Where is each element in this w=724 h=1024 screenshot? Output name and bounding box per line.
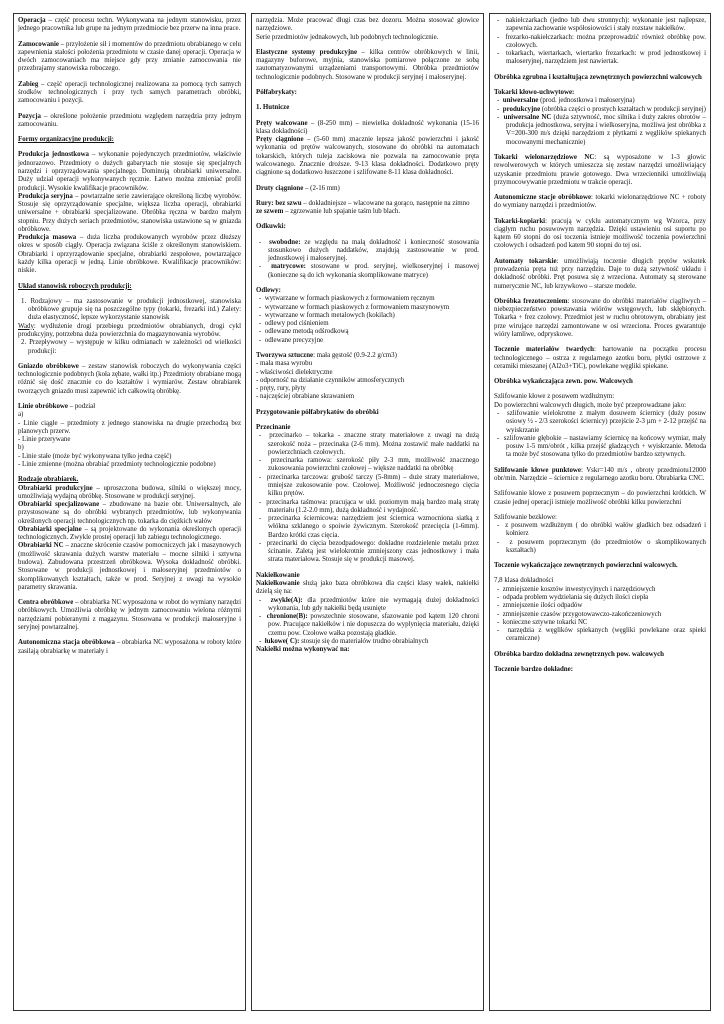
nakielki-end: Nakiełki można wykonywać na:: [256, 646, 350, 654]
klasa-dokladnosci: 7,8 klasa dokładności: [494, 577, 554, 585]
paragraph-prety-walcowane: [256, 120, 479, 137]
przecinanie-item: - przecinarka tarczowa: grubość tarczy (5-8mm) – duże straty materiałowe, mniejsze zukosowanie pow. Czołowej. Możliwość jednoczesnego cięcia kilku prętów.: [259, 473, 479, 498]
nakielki-item: - łukowe( C): stosuje się do materiałów trudno obrabialnych: [259, 638, 429, 645]
text-automaty: : umożliwiają toczenie długich prętów wskutek prowadzenia pręta tuż przy narzędziu. Daje to dużą sztywność układu i dokładność obróbki. Pręt posuwa się z wrzeciona. Automaty są sterowane numerycznie NC, lub krzywkowo – starsze modele.: [494, 257, 707, 290]
linie-heading-rest: – podział: [67, 402, 96, 410]
term-kopiarki: Tokarki-kopiarki: [494, 217, 546, 225]
paragraph-poprzeczny: Szlifowanie kłowe z posuwem poprzecznym – do powierzchni krótkich. W czasie jednej operacji istnieje możliwość obróbki kilku powierzchni: [494, 490, 706, 506]
text-obrabiarka: – znaczne skrócenie czasów pomocniczych jak i maszynowych (możliwość skrawania dużych warstw materiału – mocne silniki i sztywna budowa). Zabudowana przestrzeń obróbkowa. Wysoka dokładność obróbki. Stosowane w produkcji jednostkowej i małoseryjnej przedmiotów o skomplikowanych kształtach, także w prod. Seryjnej z uwagi na wysokie parametry skrawania.: [18, 542, 241, 591]
przecinanie-item-text: przecinarka ściernicowa: narzędziem jest ściernica wzmocniona siatką z włókna szklanego o spoiwie żywicznym. Szerokość przecięcia (1-6mm). Bardzo krótki czas cięcia.: [268, 515, 480, 539]
paragraph-gniazdo: [18, 363, 241, 396]
uklad-wady: [18, 323, 241, 340]
column-2: [251, 13, 484, 1011]
szlif-item: - szlifowanie głębokie – nastawiamy ściernicę na końcowy wymiar, mały posuw 1-5 mm/obrót , kilka przejść gładzących + wyiskrzanie. Metoda ta może być stosowana tylko do przedmiotów bardzo sztywnych.: [497, 434, 706, 459]
text-druty: – (2-16 mm): [303, 184, 340, 192]
przecinanie-item: - przecinarka taśmowa: pracująca w ukł. poziomym mają bardzo małą stratę materiału (1.2-2.0 mm), dużą dokładność i wydajność.: [259, 498, 479, 514]
nakielki-tool-item: - nakiełczarkach (jedno lub dwu stronnych): wykonanie jest najlepsze, zapewnia zachowanie współosiowości i stały rozstaw nakiełków.: [497, 17, 706, 33]
term-automaty: Automaty tokarskie: [494, 257, 557, 265]
heading-nakielkowanie: Nakiełkowanie: [256, 571, 300, 579]
paragraph-obrabiarka: [18, 542, 241, 592]
term-nakielki: zwykłe(A):: [270, 596, 303, 604]
term-operacja: Operacja: [18, 17, 46, 24]
odlewy-item: - wytwarzane w formach piaskowych z formowaniem maszynowym: [259, 303, 450, 311]
text-obrabiarka: – uproszczona budowa, silniki o większej mocy, umożliwiają wydajną obróbkę. Stosowane w produkcji seryjnej.: [18, 484, 241, 500]
paragraph-jednostkowa: [18, 151, 241, 192]
szlif-item-text: szlifowanie wielokrotne z małym dosuwem ściernicy (duży posuw osiowy ½ - 2/3 szerokości ściernicy) przejście 2-3 µm + 2-12 przejść na wyiskrzanie: [506, 409, 706, 434]
przecinanie-item-text: przecinarka taśmowa: pracująca w ukł. poziomym mają bardzo małą stratę materiału (1.2-2.0 mm), dużą dokładność i wydajność.: [266, 498, 479, 514]
toczenie-item-text: narzędzia z węglików spiekanych (węgliki powlekane oraz spieki ceramiczne): [506, 627, 706, 643]
toczenie-item: - konieczne sztywne tokarki NC: [497, 618, 588, 626]
heading-formy: Formy organizacyjne produkcji:: [18, 136, 114, 144]
heading-bezklowe: Szlifowanie bezkłowe:: [494, 513, 557, 521]
paragraph-pozycja: [18, 113, 241, 130]
nakielki-item: - zwykłe(A): dla przedmiotów które nie wymagają dużej dokładności wykonania, lub gdy nakiełki będą usunięte: [259, 596, 479, 612]
paragraph-autonomiczne: [494, 194, 706, 211]
paragraph-automaty: [494, 258, 706, 291]
przecinanie-item: - przecinarka ramowa: szerokość piły 2-3 mm, możliwość znacznego zukosowania powierzchni czołowej – większe naddatki na obróbkę: [259, 457, 479, 473]
document-page: [13, 13, 711, 1011]
term-tokarki: produkcyjne: [502, 105, 541, 113]
przecinanie-item: - przecinarko – tokarka - znaczne straty materiałowe z uwagi na dużą szerokość noża – przecinaka (2-6 mm). Można zostawić małe naddatki na powierzchniach czołowych.: [259, 432, 479, 456]
tokarki-item: - produkcyjne (obróbka części o prostych kształtach w produkcji seryjnej): [497, 105, 706, 113]
term-prety-walcowane: Pręty walcowane: [256, 119, 308, 127]
paragraph-operacja: [18, 17, 241, 34]
term-odkuwki: swobodne:: [269, 238, 301, 246]
przecinanie-item: - przecinarka ściernicowa: narzędziem jest ściernica wzmocniona siatką z włókna szklanego o spoiwie żywicznym. Szerokość przecięcia (1-6mm). Bardzo krótki czas cięcia.: [259, 515, 480, 539]
uklad-item-2: 2. Przepływowy – występuje w kilku odmianach w zależności od wielkości produkcji:: [21, 339, 241, 355]
toczenie-item-text: zmniejszenie kosztów inwestycyjnych i narzędziowych: [502, 585, 656, 593]
tworzywa-item: - właściwości dielektryczne: [256, 368, 333, 376]
odlewy-item-text: odlewane precyzyjne: [264, 336, 324, 344]
paragraph-prety-ciagnione: [256, 136, 479, 177]
uklad-item-1: 1. Rodzajowy – ma zastosowanie w produkcji jednostkowej, stanowiska obróbkowe grupuje się na poszczególne typy (tokarki, frezarki itd.) Zalety: duża elastyczność, lepsze wykorzystanie stanowisk: [21, 297, 241, 322]
bezklowe-item-text: z posuwem wzdłużnym ( do obróbki wałów gładkich bez odsadzeń i kołnierz: [505, 522, 706, 538]
bezklowe-item-text: z posuwem poprzecznym (do przedmiotów o skomplikowanych kształtach): [506, 538, 706, 554]
paragraph-kopiarki: [494, 218, 706, 251]
przecinanie-item-text: przecinarka ramowa: szerokość piły 2-3 mm, możliwość znacznego zukosowania powierzchni czołowej – większe naddatki na obróbkę: [268, 457, 479, 473]
nakielki-tool-text: tokarkach, wiertarkach, wiertarko frezarkach: w prod jednostkowej i małoseryjnej, narzędziem jest nawiertak.: [505, 50, 706, 66]
odlewy-item-text: wytwarzane w formach metalowych (kokilach): [264, 311, 395, 319]
term-nakielki: chronione(B):: [266, 613, 308, 621]
term-zabieg: Zabieg: [18, 80, 39, 88]
term-rury: Rury: bez szwu: [256, 199, 302, 207]
term-prety-ciagnione: Pręty ciągnione: [256, 136, 304, 144]
heading-polfabrykaty: Półfabrykaty:: [256, 88, 297, 96]
paragraph-obrabiarka: [18, 485, 241, 502]
term-autonomiczna: Autonomiczna stacja obróbkowa: [18, 639, 115, 647]
paragraph-autonomiczna: [18, 639, 241, 656]
odkuwki-item: - swobodne: ze względu na małą dokładność i konieczność stosowania stosunkowo dużych naddatków, znajdują zastosowanie w prod. jednostkowej i małoseryjnej.: [259, 238, 479, 263]
text-nakielki: dla przedmiotów które nie wymagają dużej dokładności wykonania, lub gdy nakiełki będą usunięte: [268, 596, 479, 612]
column-3: [489, 13, 711, 1011]
przecinanie-item-text: przecinarko – tokarka - znaczne straty materiałowe z uwagi na dużą szerokość noża – przecinaka (2-6 mm). Można zostawić małe naddatki na powierzchniach czołowych.: [268, 432, 479, 456]
paragraph-rury: [256, 208, 479, 216]
term-odkuwki: matrycowe:: [271, 263, 306, 271]
paragraph-rury: [256, 200, 479, 208]
term-druty: Druty ciągnione: [256, 184, 304, 192]
linie-line: - Linie stałe (może być wykonywana tylko jedna część): [18, 452, 172, 460]
text-seryjna: – powtarzalne serie zawierające określoną liczbę wyrobów. Stosuje się oprzyrządowanie specjalne, większa liczba operacji, obrabiarki uniwersalne + obrabiarki specjalizowane. Obróbka ręczna w bardzo małym stopniu. Przy dużych seriach przedmiotów, stanowiska ustawione są w gniazda obróbkowe.: [18, 192, 241, 233]
text-prety-ciagnione: – (5-60 mm) znacznie lepsza jakość powierzchni i jakość wykonania od prętów walcowanych, stosowane do obróbki na automatach tokarskich, których tuleja zaciskowa nie pozwala na zamocowanie pręta walcowanego. Znacznie droższe. 9-13 klasa dokładności. Dodatkowo pręty ciągnione są dodatkowo łuszczone i szlifowane 8-11 klasa dokładności.: [256, 136, 479, 177]
heading-szlif: Szlifowanie kłowe z posuwem wzdłużnym:: [494, 393, 615, 401]
text-jednostkowa: – wykonanie pojedynczych przedmiotów, właściwie jednorazowo. Przedmioty o dużych gabarytach nie stosuje się specjalnych narzędzi i oprzyrządowania specjalnego. Dominują obrabiarki uniwersalne. Duży udział operacji wykonywanych ręcznie. Łatwo można zmieniać profil produkcji. Wysokie kwalifikacje pracowników.: [18, 151, 241, 192]
bezklowe-item: - z posuwem poprzecznym (do przedmiotów o skomplikowanych kształtach): [497, 538, 706, 554]
term-gniazdo: Gniazdo obróbkowe: [18, 362, 79, 370]
odlewy-item: - odlewy pod ciśnieniem: [259, 320, 329, 328]
term-zamocowanie: Zamocowanie: [18, 40, 59, 48]
szlif-item-text: szlifowanie głębokie – nastawiamy ściernicę na końcowy wymiar, mały posuw 1-5 mm/obrót , kilka przejść gładzących + wyiskrzanie. Metoda ta może być stosowana tylko do przedmiotów bardzo sztywnych.: [503, 434, 706, 459]
paragraph-frezotoczenie: [494, 298, 706, 339]
term-tokarki: uniwersalne NC: [503, 113, 552, 121]
paragraph-masowa: [18, 234, 241, 275]
term-tworzywa: Tworzywa sztuczne: [256, 352, 314, 359]
text-rury: – zgrzewanie lub spajanie taśm lub blach.: [283, 208, 401, 216]
text-zabieg: – część operacji technologicznej realizowana za pomocą tych samych środków technologicznych i przy tych samych parametrach obróbki, zamocowaniu i pozycji.: [18, 80, 241, 105]
term-frezotoczenie: Obróbka frezotoczeniem: [494, 297, 568, 305]
toczenie-item: - zmniejszenie czasów przygotowawczo-zakończeniowych: [497, 610, 662, 618]
paragraph-centra: [18, 599, 241, 632]
paragraph-obrabiarka: [18, 501, 241, 526]
intro-line: narzędzia. Może pracować długi czas bez dozoru. Można stosować głowice narzędziowe.: [256, 17, 479, 33]
tokarki-item: - uniwersalne (prod. jednostkowa i małoseryjna): [497, 97, 635, 105]
text-frezotoczenie: : stosowane do obróbki materiałów ciągliwych – niebezpieczeństwo powstawania wiórów wstęgowych, lub skłębionych. Tokarka + frez czołowy. Przedmiot jest w ruchu obrotowym, obrabiany jest prze wirujące narzędzi zamontowane w osi wrzeciona. Proces gwarantuje wióry łamliwe, odpryskowe.: [494, 297, 706, 338]
przecinanie-item: - przecinarki do cięcia bezodpadowego: dokładne rozdzielenie metalu przez ścinanie. Zaletą jest wielokrotnie zmniejszony czas jednostkowy i mała strata materiałowa. Stosuje się w produkcji masowej.: [259, 539, 479, 564]
text-odkuwki: ze względu na małą dokładność i konieczność stosowania stosunkowo dużych naddatków, znajdują zastosowanie w prod. jednostkowej i małoseryjnej.: [268, 238, 479, 263]
odlewy-item: - odlewane metodą odśrodkową: [259, 328, 349, 336]
toczenie-item-text: zmniejszenie czasów przygotowawczo-zakończeniowych: [502, 610, 662, 618]
text-zamocowanie: – przyłożenie sił i momentów do przedmiotu obrabianego w celu zapewnienia stałości położenia przedmiotu w czasie danej operacji. Operacja w dwóch zamocowaniach ma miejsce gdy przy zmianie zamocowania nie przezbrajamy stanowiska roboczego.: [18, 40, 241, 73]
paragraph-obrabiarka: [18, 526, 241, 543]
bezklowe-item: - z posuwem wzdłużnym ( do obróbki wałów gładkich bez odsadzeń i kołnierz: [497, 522, 706, 538]
text-tokarki: (obróbka części o prostych kształtach w produkcji seryjnej): [540, 105, 706, 113]
przecinanie-item-text: przecinarka tarczowa: grubość tarczy (5-8mm) – duże straty materiałowe, mniejsze zukosowanie pow. Czołowej. Możliwość jednoczesnego cięcia kilku prętów.: [266, 473, 479, 498]
text-masowa: – duża liczba produkowanych wyrobów przez dłuższy okres w sposób ciągły. Operacja związana ściśle z określonym stanowiskiem. Obrabiarki i oprzyrządowanie specjalne, obrabiarki zespołowe, powtarzające każdy kilka operacji w jedną. Linie obróbkowe. Kwalifikacje pracowników: niskie.: [18, 234, 241, 275]
intro-line: Serie przedmiotów jednakowych, lub podobnych technologicznie.: [256, 33, 439, 41]
heading-rodzaje: Rodzaje obrabiarek.: [18, 476, 79, 484]
tworzywa-item: - najczęściej obrabiane skrawaniem: [256, 393, 355, 401]
term-centra: Centra obróbkowe: [18, 599, 74, 607]
text-rewolwerowe: : są wyposażone w 1-3 głowic rewolwerowych w których umieszcza się zestaw narzędzi umożliwiający uzyskanie przedmiotu prawie gotowego. Dwa wrzecienniki umożliwiają przymocowywanie przedmiotu w trakcie operacji.: [494, 153, 706, 186]
heading-linie: [18, 403, 241, 411]
tworzywa-item: - mała masa wyrobu: [256, 360, 313, 368]
heading-wykanczajaca: Obróbka wykańczająca zewn. pow. Walcowych: [494, 378, 633, 386]
term-nakielki: łukowe( C):: [264, 638, 300, 645]
paragraph-zabieg: [18, 81, 241, 106]
odlewy-item: - odlewane precyzyjne: [259, 336, 324, 344]
linie-line: a): [18, 411, 24, 419]
odlewy-item-text: wytwarzane w formach piaskowych z formowaniem ręcznym: [264, 295, 435, 303]
toczenie-item: - narzędzia z węglików spiekanych (węgliki powlekane oraz spieki ceramiczne): [497, 627, 706, 643]
term-seryjna: Produkcja seryjna: [18, 192, 73, 200]
odlewy-item-text: odlewy pod ciśnieniem: [264, 320, 329, 328]
odlewy-item: - wytwarzane w formach piaskowych z formowaniem ręcznym: [259, 295, 435, 303]
term-obrabiarka: Obrabiarki produkcyjne: [18, 484, 93, 492]
paragraph-nakielkowanie: [256, 580, 479, 597]
text-odkuwki: stosowane w prod. seryjnej, wielkoseryjnej i masowej (konieczne są do ich wykonania skomplikowane matryce): [268, 263, 479, 279]
text-nakielkowanie: służą jako baza obróbkowa dla części klasy wałek, nakiełki dzielą się na:: [256, 580, 479, 596]
paragraph-punktowe: [494, 467, 706, 484]
text-nakielki: powszechnie stosowane, sfazowanie pod kątem 120 chroni pow. Pracujące nakiełków i nie dopuszcza do wyplynięcia materiału, dzięki czemu pow. Czołowe wałka pozostają gładkie.: [268, 613, 479, 637]
heading-odkuwki: Odkuwki:: [256, 223, 286, 231]
odlewy-item: - wytwarzane w formach metalowych (kokilach): [259, 311, 395, 319]
linie-line: - Linie ciągłe – przedmioty z jednego stanowiska na drugie przechodzą bez planowych przerw.: [18, 419, 241, 435]
nakielki-tool-text: nakiełczarkach (jedno lub dwu stronnych): wykonanie jest najlepsze, zapewnia zachowanie współosiowości i stały rozstaw nakiełków.: [505, 17, 706, 33]
term-autonomiczne: Autonomiczne stacje obróbkowe: [494, 194, 592, 202]
heading-obrobka-zgrubna: Obróbka zgrubna i kształtująca zewnętrznych powierzchni walcowych: [494, 73, 702, 81]
text-tokarki: (prod. jednostkowa i małoseryjna): [538, 97, 635, 105]
paragraph-elastyczne: [256, 49, 479, 82]
toczenie-item: - zmniejszenie ilości odpadów: [497, 602, 583, 610]
heading-hutnicze: 1. Hutnicze: [256, 104, 290, 112]
text-autonomiczna: – obrabiarka NC wyposażona w roboty które zasilają obrabiarkę w materiały i: [18, 639, 241, 655]
tworzywa-item: - pręty, rury, płyty: [256, 385, 306, 393]
paragraph-toczenie-twardych: [494, 346, 706, 371]
linie-line: b): [18, 444, 24, 452]
toczenie-item-text: zmniejszenie ilości odpadów: [502, 602, 583, 610]
heading-przygotowanie: Przygotowanie półfabrykatów do obróbki: [256, 408, 379, 416]
tworzywa-item: - odporność na działanie czynników atmosferycznych: [256, 376, 405, 384]
odkuwki-item: - matrycowe: stosowane w prod. seryjnej, wielkoseryjnej i masowej (konieczne są do ich wykonania skomplikowane matryce): [259, 263, 479, 279]
nakielki-item: - chronione(B): powszechnie stosowane, sfazowanie pod kątem 120 chroni pow. Pracujące nakiełków i nie dopuszcza do wyplynięcia materiału, dzięki czemu pow. Czołowe wałka pozostają gładkie.: [259, 613, 479, 637]
nakielki-tool-item: - tokarkach, wiertarkach, wiertarko frezarkach: w prod jednostkowej i małoseryjnej, narzędziem jest nawiertak.: [497, 50, 706, 66]
linie-heading-term: Linie obróbkowe: [18, 402, 68, 410]
text-tworzywa: : mała gęstość (0.9-2.2 g/cm3): [313, 352, 397, 359]
text-obrabiarka: – zbudowane na bazie obr. Uniwersalnych, ale przystosowane są do obróbki wybranych przedmiotów, lub wykonywania określonych operacji technologicznych np. tokarka do ciężkich wałów: [18, 501, 241, 525]
nakielki-tool-item: - frezarko-nakiełczarkach: można przeprowadzić również obróbkę pow. czołowych.: [497, 33, 706, 49]
text-toczenie-twardych: : hartowanie na początku procesu technologicznego – ostrza z regularnego azotku boru, płytki ostrzowe z ceramiki mieszanej (Al2o3+TiC), powlekane węgliki spiekane.: [494, 346, 706, 370]
text-centra: – obrabiarka NC wyposażona w robot do wymiany narzędzi obróbkowych. Umożliwia obróbkę w jednym zamocowaniu wielona różnymi narzędziami pobieranymi z magazynu. Stosowana w produkcji małoseryjne i seryjnej powtarzalnej.: [18, 599, 241, 631]
toczenie-item-text: konieczne sztywne tokarki NC: [502, 618, 588, 626]
szlif-item: - szlifowanie wielokrotne z małym dosuwem ściernicy (duży posuw osiowy ½ - 2/3 szerokości ściernicy) przejście 2-3 µm + 2-12 przejść na wyiskrzanie: [497, 409, 706, 434]
term-rewolwerowe: Tokarki wielonarzędziowe NC: [494, 153, 595, 161]
term-masowa: Produkcja masowa: [18, 234, 77, 242]
paragraph-druty: [256, 185, 479, 193]
text-elastyczne: – kilka centrów obróbkowych w linii, magazyny buforowe, myjnia, stanowiska pomiarowe połączone ze sobą zautomatyzowanymi urządzeniami transportowymi. Obróbka przedmiotów technologicznie podobnych. Stosowane w produkcji seryjnej i małoseryjnej.: [256, 48, 480, 81]
linie-line: - Linie zmienne (można obrabiać przedmioty technologicznie podobne): [18, 460, 216, 468]
paragraph-tworzywa: [256, 352, 479, 360]
term-obrabiarka: Obrabiarki NC: [18, 542, 64, 550]
heading-toczenie-dokladne: Toczenie bardzo dokładne:: [494, 666, 573, 673]
odlewy-item-text: odlewane metodą odśrodkową: [264, 328, 349, 336]
text-rury: – dokładniejsze – wlacowane na gorąco, następnie na zimno: [301, 199, 470, 207]
linie-line: - Linie przerywane: [18, 436, 71, 444]
toczenie-item-text: odpada problem wydzielania się dużych ilości ciepła: [502, 594, 649, 602]
term-toczenie-twardych: Toczenie materiałów twardych: [494, 346, 594, 354]
heading-tokarki: Tokarki kłowo-uchwytowe:: [494, 88, 575, 96]
text-kopiarki: : pracują w cyklu automatycznym wg Wzorca, przy ciągłym ruchu posuwowym narzędzia. Dzięki ustawieniu osi suportu po kątem 60 stopni do osi toczenia istnieje możliwość toczenia powierzchni czołowych i odsadzeń pod katem 90 stopni do tej osi.: [494, 217, 706, 250]
text-gniazdo: – zestaw stanowisk roboczych do wykonywania części technologicznie podobnych (koła zębate, wałki itp.) Przedmioty obrabiane mogą różnić się dość znacznie co do kształtów i wymiarów. Zestaw obrabiarek tworzących gniazdo musi zapewnić ich całkowitą obróbkę.: [18, 362, 241, 395]
term-rury: ze szwem: [256, 208, 284, 216]
heading-bardzo-dokladna: Obróbka bardzo dokładna zewnętrznych pow. walcowych: [494, 650, 664, 658]
nakielki-tool-text: frezarko-nakiełczarkach: można przeprowadzić również obróbkę pow. czołowych.: [505, 33, 706, 49]
heading-toczenie-wykanczajace: Toczenie wykańczające zewnętrznych powierzchni walcowych.: [494, 562, 678, 570]
wady-text: : wydłużenie drogi przebiegu przedmiotów obrabianych, drogi cykl produkcyjny, potrzebna duża powierzchnia do magazynowania wyrobów.: [18, 322, 241, 338]
paragraph-zamocowanie: [18, 41, 241, 74]
toczenie-item: - odpada problem wydzielania się dużych ilości ciepła: [497, 594, 649, 602]
szlif-intro: Do powierzchni walcowych długich, może być przeprowadzane jako:: [494, 401, 687, 409]
text-punktowe: : Vskr=140 m/s , obroty przedmiotu12000 obr/min. Narzędzie – ściernice z regularnego azotku boru. Obrabiarka CNC.: [494, 466, 706, 482]
term-jednostkowa: Produkcja jednostkowa: [18, 151, 89, 159]
term-obrabiarka: Obrabiarki specjalne: [18, 525, 82, 533]
text-operacja: – część procesu techn. Wykonywana na jednym stanowisku, przez jednego pracownika lub grupe na jednym przedmiocie bez przerw na inna prace.: [18, 17, 241, 33]
paragraph-rewolwerowe: [494, 154, 706, 187]
odlewy-item-text: wytwarzane w formach piaskowych z formowaniem maszynowym: [264, 303, 450, 311]
text-nakielki: stosuje się do materiałów trudno obrabialnych: [299, 638, 429, 645]
term-tokarki: uniwersalne: [502, 97, 539, 105]
term-obrabiarka: Obrabiarki specjalizowane: [18, 501, 100, 509]
paragraph-seryjna: [18, 193, 241, 234]
text-tokarki: (duża sztywność, moc silnika i duży zakres obrotów – produkcja jednostkowa, seryjna i wielkoseryjna, możliwa jest obróbka z V=200-300 m/s dzięki narzędziom z płytkami z węglików spiekanych mocowanymi mechanicznie): [506, 113, 706, 146]
wady-label: Wady: [18, 322, 34, 330]
przecinanie-item-text: przecinarki do cięcia bezodpadowego: dokładne rozdzielenie metalu przez ścinanie. Zaletą jest wielokrotnie zmniejszony czas jednostkowy i mała strata materiałowa. Stosuje się w produkcji masowej.: [266, 539, 479, 564]
term-pozycja: Pozycja: [18, 112, 41, 120]
text-prety-walcowane: – (8-250 mm) – niewielka dokładność wykonania (15-16 klasa dokładności): [256, 119, 479, 135]
text-pozycja: – określone położenie przedmiotu względem narzędzia przy jednym zamocowaniu.: [18, 112, 241, 128]
text-obrabiarka: – są projektowane do wykonania określonych operacji technologicznych. Zwykle prostej operacji lub zabiegu technologicznego.: [18, 525, 242, 542]
heading-uklad: Układ stanowisk roboczych produkcji:: [18, 282, 132, 290]
term-elastyczne: Elastyczne systemy produkcyjne: [256, 48, 358, 56]
term-nakielkowanie: Nakiełkowanie: [256, 580, 300, 588]
column-1: [13, 13, 246, 1011]
heading-przecinanie: Przecinanie: [256, 423, 291, 431]
heading-odlewy: Odlewy:: [256, 287, 281, 295]
term-punktowe: Szlifowanie kłowe punktowe: [494, 466, 581, 474]
text-autonomiczne: : tokarki wielonarzędziowe NC + roboty do wymiany narzędzi i przedmiotów.: [494, 194, 706, 210]
tokarki-item: - uniwersalne NC (duża sztywność, moc silnika i duży zakres obrotów – produkcja jednostkowa, seryjna i wielkoseryjna, możliwa jest obróbka z V=200-300 m/s dzięki narzędziom z płytkami z węglików spiekanych mocowanymi mechanicznie): [497, 113, 706, 146]
toczenie-item: - zmniejszenie kosztów inwestycyjnych i narzędziowych: [497, 585, 656, 593]
